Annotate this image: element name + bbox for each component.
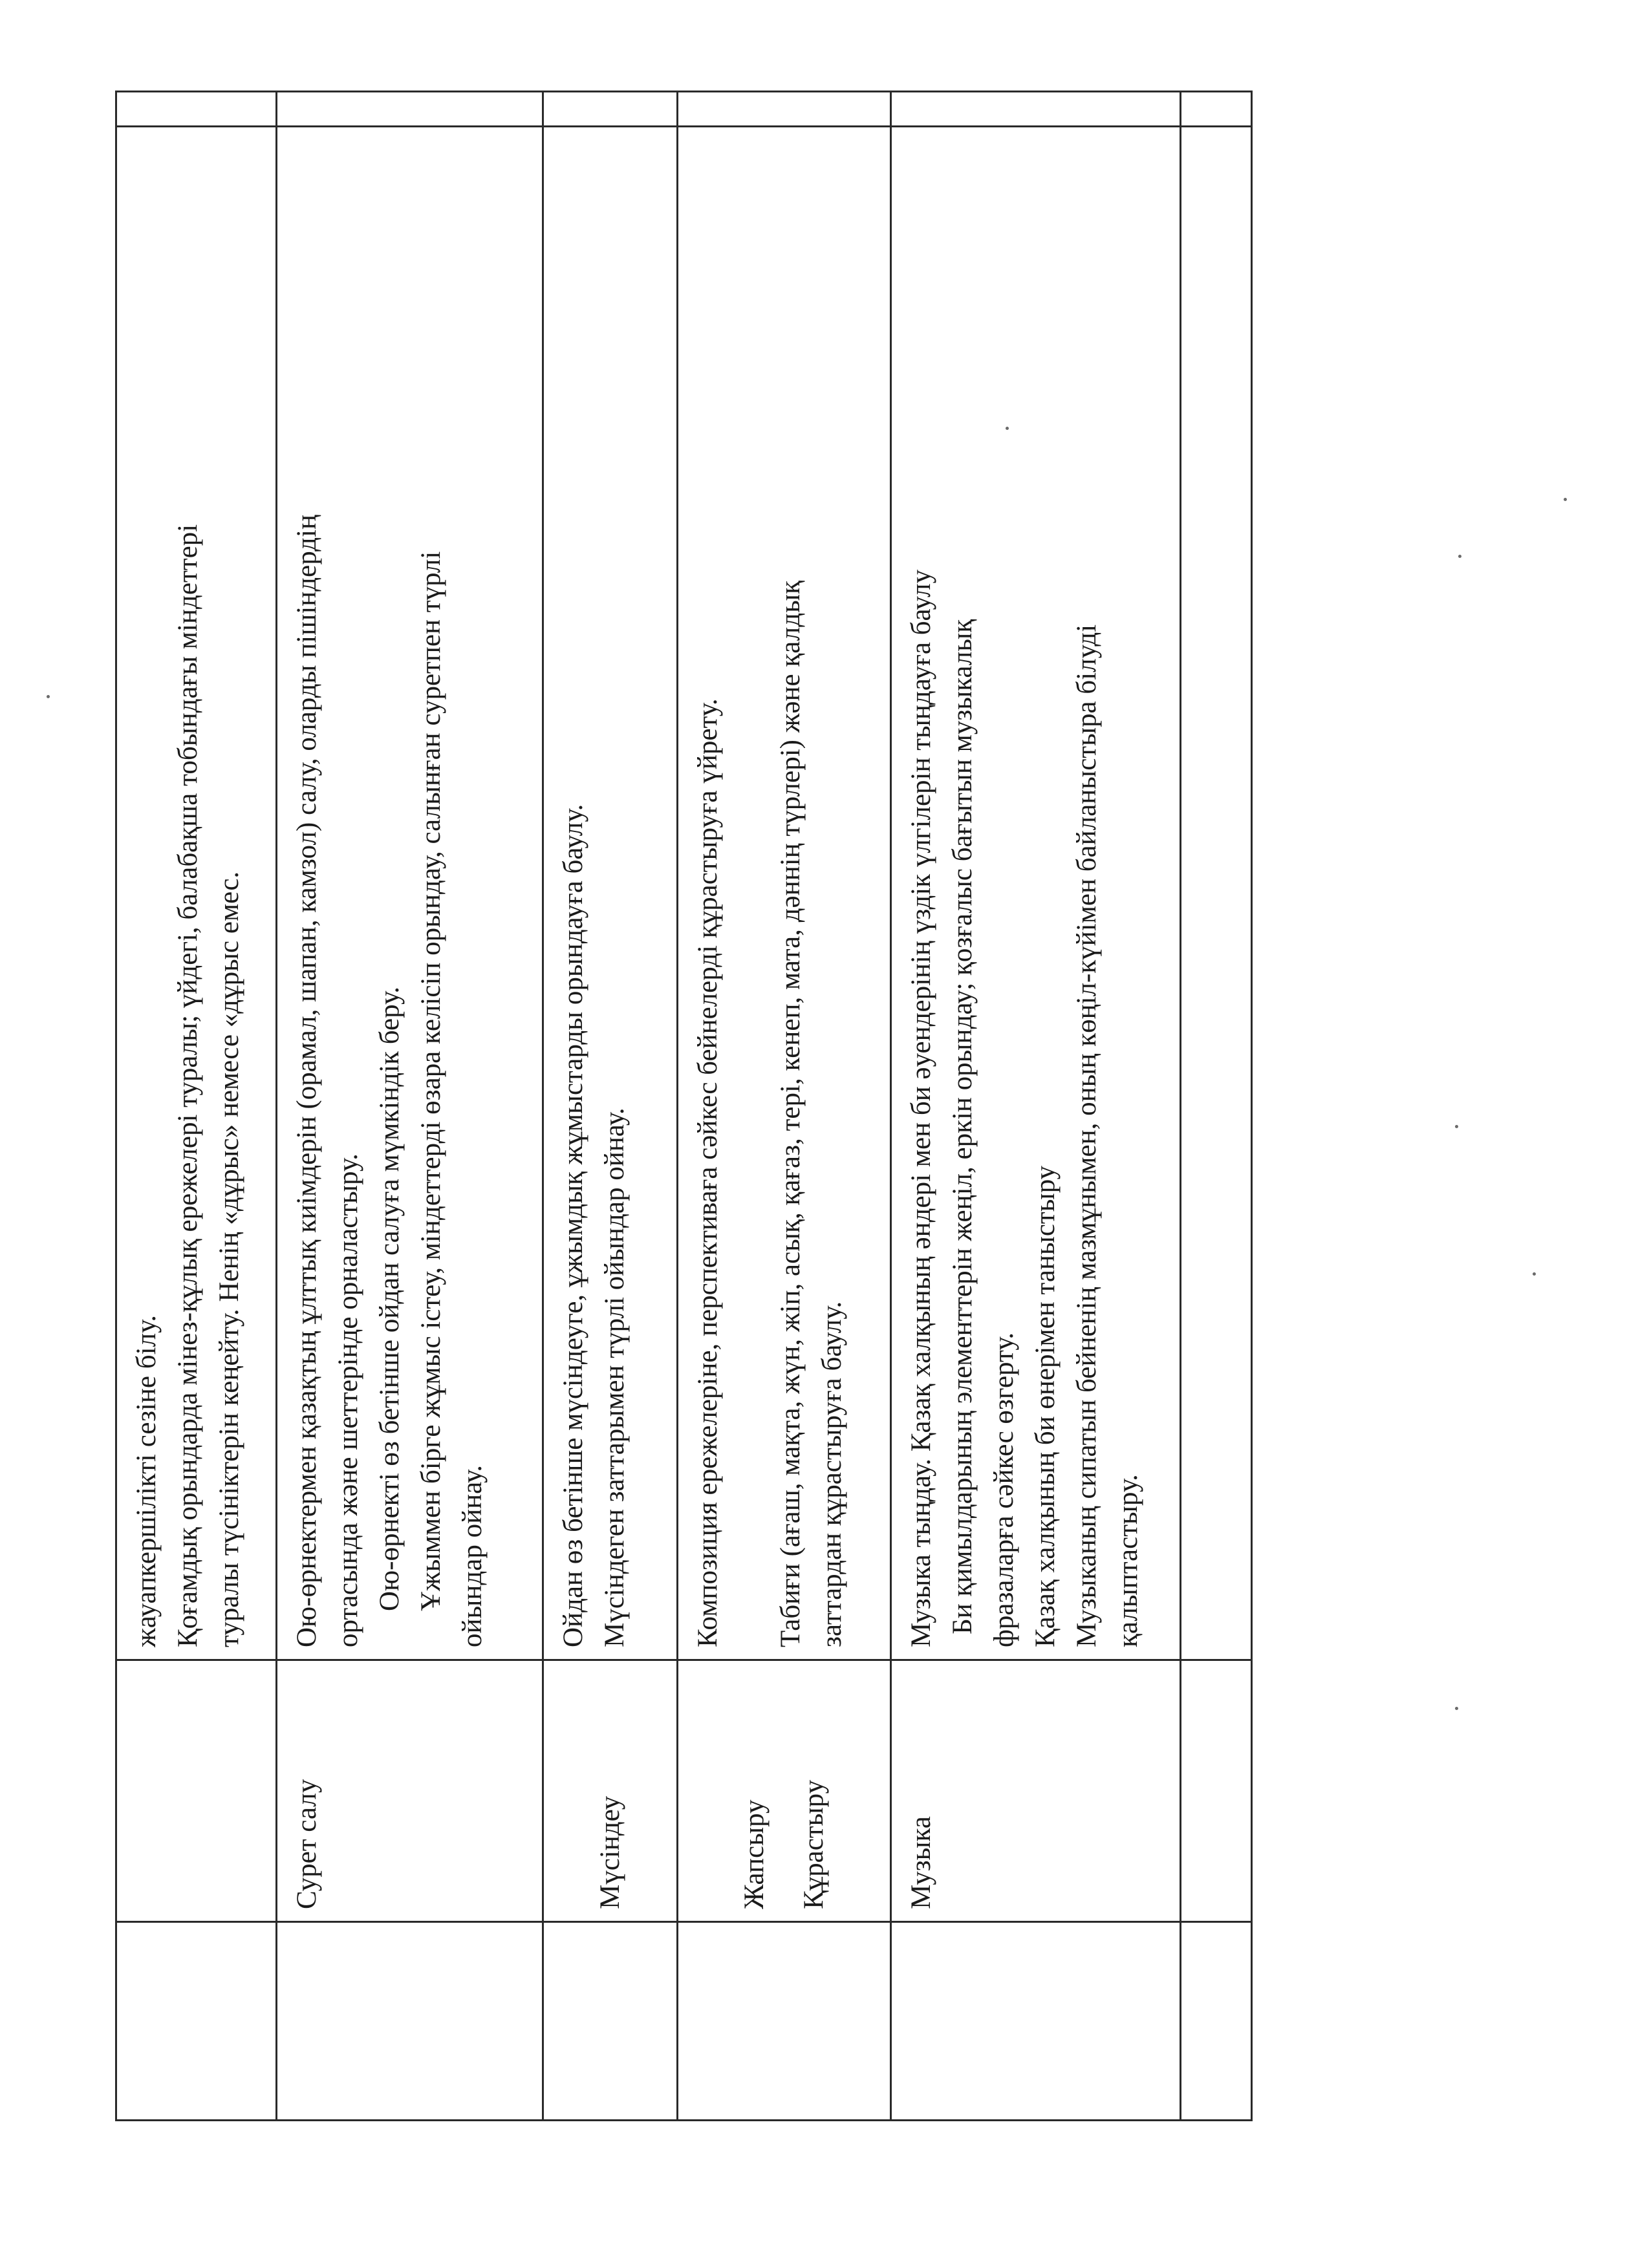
content-cell — [116, 127, 277, 1660]
subject-cell — [277, 1660, 543, 1922]
subject-label: Мүсіндеу — [594, 1795, 625, 1909]
content-cell — [678, 127, 891, 1660]
table-cell-index — [678, 1922, 891, 2121]
scan-speck — [1455, 1707, 1458, 1710]
subject-cell — [543, 1660, 678, 1922]
content-line: ойындар ойнау. — [457, 1465, 488, 1647]
table-row — [1181, 92, 1252, 2121]
table-row — [543, 92, 678, 2121]
subject-cell — [1181, 1660, 1252, 1922]
table-cell-empty — [543, 92, 678, 127]
table-cell-empty — [891, 92, 1181, 127]
content-line: ортасында және шеттерінде орналастыру. — [333, 1153, 363, 1647]
table-row — [277, 92, 543, 2121]
rotated-table-wrapper — [115, 92, 1251, 2121]
table-cell-index — [891, 1922, 1181, 2121]
subject-cell — [678, 1660, 891, 1922]
table-cell-index — [1181, 1922, 1252, 2121]
content-line: туралы түсініктерін кеңейту. Ненің «дұрыс» немесе «дұрыс емес. — [214, 871, 244, 1647]
table-row — [891, 92, 1181, 2121]
scan-speck — [47, 695, 50, 698]
scan-speck — [1006, 427, 1009, 430]
content-line: заттардан құрастыруға баулу. — [817, 1301, 847, 1647]
subject-label: Құрастыру — [799, 1780, 829, 1909]
table-cell-empty — [116, 92, 277, 127]
scan-speck — [1455, 1125, 1458, 1128]
table-cell-index — [543, 1922, 678, 2121]
content-line: Ою-өрнекті өз бетінше ойдан салуға мүмкіндік беру. — [374, 987, 405, 1611]
subject-label: Сурет салу — [292, 1779, 322, 1909]
content-cell — [543, 127, 678, 1660]
table-cell-index — [277, 1922, 543, 2121]
table-row — [678, 92, 891, 2121]
content-line: Би қимылдарының элементтерін жеңіл, еркін орындау; қозғалыс бағытын музыкалық — [947, 619, 978, 1634]
table-cell-empty — [678, 92, 891, 127]
subject-label: Жапсыру — [739, 1799, 770, 1909]
table-row — [116, 92, 277, 2121]
content-line: Ұжыммен бірге жұмыс істеу, міндеттерді өзара келісіп орындау, салынған суретпен түрлі — [416, 551, 446, 1611]
scan-speck — [1564, 498, 1567, 501]
scan-speck — [1458, 555, 1461, 558]
table-cell-empty — [1181, 92, 1252, 127]
content-line: Қазақ халқының би өнерімен таныстыру — [1030, 1165, 1061, 1647]
content-line: Мүсіндеген заттарымен түрлі ойындар ойнау. — [599, 1107, 630, 1647]
curriculum-table — [115, 91, 1253, 2121]
content-line: Табиғи (ағаш, мақта, жүн, жіп, асық, қағаз, тері, кенеп, мата, дәннің түрлері) және қалдық — [775, 581, 806, 1647]
table-cell-empty — [277, 92, 543, 127]
content-line: Қоғамдық орындарда мінез-құлық ережелері туралы; үйдегі, балабақша тобындағы міндеттері — [173, 524, 203, 1647]
scan-speck — [1533, 1272, 1536, 1276]
table-cell-index — [116, 1922, 277, 2121]
content-cell — [277, 127, 543, 1660]
content-line: Музыканың сипатын бейненің мазмұнымен, оның көңіл-күйімен байланыстыра білуді — [1072, 624, 1102, 1647]
subject-label: Музыка — [906, 1816, 936, 1909]
content-line: қалыптастыру. — [1113, 1474, 1143, 1647]
subject-cell — [116, 1660, 277, 1922]
content-cell — [1181, 127, 1252, 1660]
subject-cell — [891, 1660, 1181, 1922]
content-line: жауапкершілікті сезіне білу. — [131, 1315, 162, 1647]
content-line: Композиция ережелеріне, перспективаға сәйкес бейнелерді құрастыруға үйрету. — [693, 698, 723, 1647]
content-line: фразаларға сәйкес өзгерту. — [989, 1332, 1019, 1647]
content-line: Музыка тыңдау. Қазақ халқының әндері мен би әуендерінің үздік үлгілерін тыңдауға баулу — [906, 569, 936, 1647]
content-line: Ою-өрнектермен қазақтың ұлттық киімдерін (орамал, шапан, камзол) салу, оларды пішіндердің — [292, 514, 322, 1647]
content-line: Ойдан өз бетінше мүсіндеуге, ұжымдық жұмыстарды орындауға баулу. — [558, 804, 588, 1647]
content-cell — [891, 127, 1181, 1660]
